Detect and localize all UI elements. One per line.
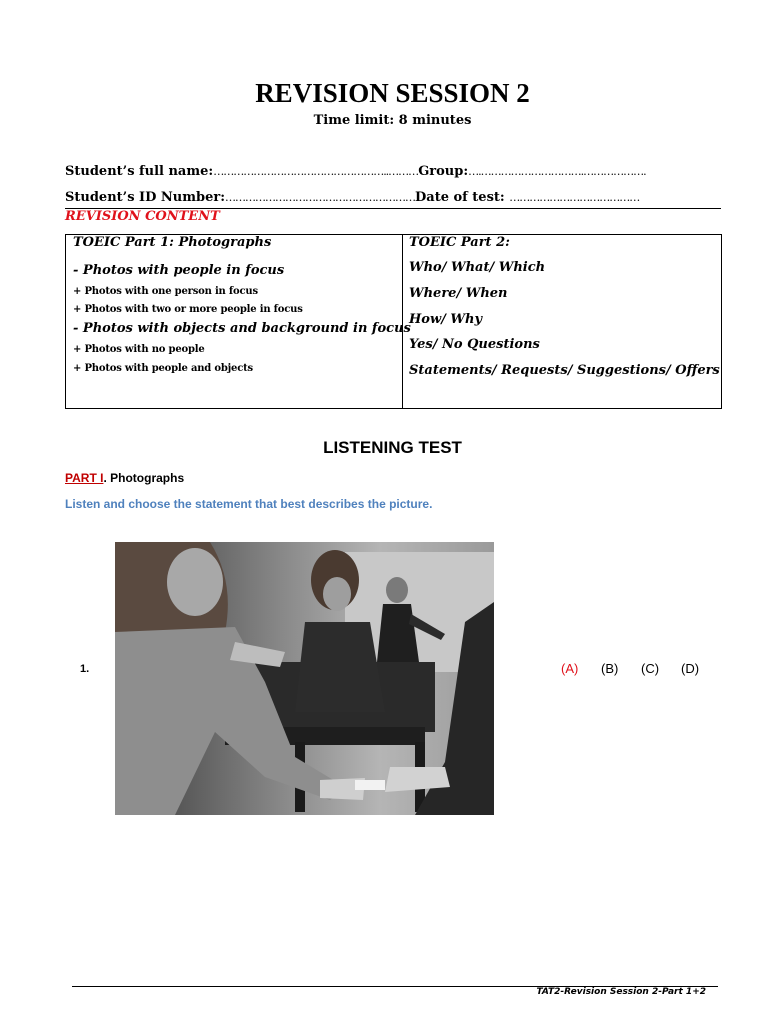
group-label: Group: <box>418 164 469 179</box>
part1-item: + Photos with no people <box>73 344 205 355</box>
question-number: 1. <box>80 663 90 675</box>
option-c[interactable]: (C) <box>641 661 660 676</box>
revision-content-label: REVISION CONTENT <box>65 209 220 224</box>
listening-test-title: LISTENING TEST <box>323 438 462 457</box>
option-a[interactable]: (A) <box>561 661 579 676</box>
part2-heading: TOEIC Part 2: <box>409 235 510 250</box>
option-d[interactable]: (D) <box>681 661 700 676</box>
part-one-title: . Photographs <box>103 471 185 485</box>
part2-item: Statements/ Requests/ Suggestions/ Offers <box>409 363 720 378</box>
page-title: REVISION SESSION 2 <box>255 78 530 108</box>
part-one-label: PART I <box>65 471 104 485</box>
student-name-line <box>65 164 646 179</box>
date-of-test-label: Date of test: <box>415 190 505 205</box>
date-of-test-field[interactable]: ………………………………… <box>509 191 640 204</box>
instruction-text: Listen and choose the statement that best describes the picture. <box>65 497 433 511</box>
part1-group-objects: - Photos with objects and background in focus <box>73 321 411 336</box>
classroom-photo <box>115 542 494 815</box>
student-name-field[interactable]: ……………………………………………..……… <box>213 165 419 178</box>
part2-item: Who/ What/ Which <box>409 260 546 275</box>
group-field[interactable]: ….………………………….………………. <box>468 165 646 178</box>
part2-item: How/ Why <box>409 312 483 327</box>
student-id-line <box>65 190 639 205</box>
part2-item: Yes/ No Questions <box>409 337 540 352</box>
part1-heading: TOEIC Part 1: Photographs <box>73 235 272 250</box>
part1-item: + Photos with people and objects <box>73 363 253 374</box>
student-id-label: Student’s ID Number: <box>65 190 226 205</box>
student-name-label: Student’s full name: <box>65 164 214 179</box>
part2-item: Where/ When <box>409 286 508 301</box>
part1-item: + Photos with one person in focus <box>73 286 258 297</box>
part1-group-people: - Photos with people in focus <box>73 263 285 278</box>
student-id-field[interactable]: ………………………………………………… <box>225 191 416 204</box>
footer-text: TAT2-Revision Session 2-Part 1+2 <box>536 987 706 997</box>
option-b[interactable]: (B) <box>601 661 619 676</box>
part-one-heading <box>65 471 184 485</box>
time-limit: Time limit: 8 minutes <box>313 113 472 128</box>
part1-item: + Photos with two or more people in focus <box>73 304 303 315</box>
